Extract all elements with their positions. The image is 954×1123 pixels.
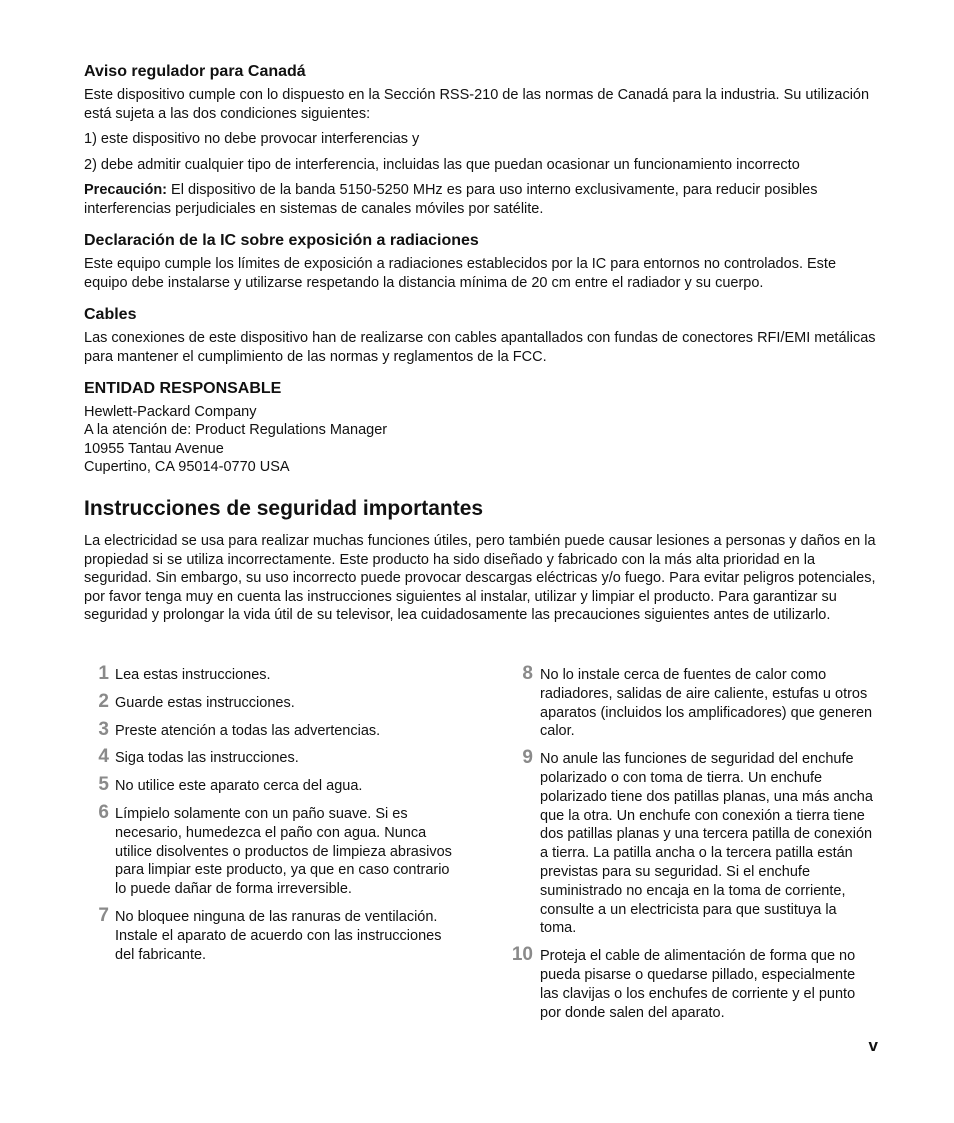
item-text: No utilice este aparato cerca del agua.: [115, 778, 363, 795]
list-item: [508, 663, 876, 741]
list-item: [84, 690, 464, 713]
caution-text: El dispositivo de la banda 5150-5250 MHz es para uso interno exclusivamente, para reducir posibles interferencias perjudiciales en sistemas de canales móviles por satélite.: [84, 182, 818, 217]
address-line: A la atención de: Product Regulations Manager: [84, 422, 388, 439]
item-text: Preste atención a todas las advertencias.: [115, 722, 381, 739]
list-item: [84, 663, 464, 685]
item-number: 4: [98, 746, 109, 768]
item-text: Lea estas instrucciones.: [115, 667, 271, 683]
canada-condition-1: 1) este dispositivo no debe provocar interferencias y: [84, 131, 420, 147]
list-item: [84, 718, 464, 741]
item-number: 10: [511, 944, 533, 966]
main-content: [84, 62, 876, 625]
item-number: 7: [98, 904, 109, 926]
item-number: 6: [98, 801, 109, 823]
cables-text: Las conexiones de este dispositivo han de realizarse con cables apantallados con fundas de conectores RFI/EMI metálicas para mantener el cumplimiento de las normas y reglamentos de la FCC.: [84, 330, 876, 365]
canada-notice-text: Este dispositivo cumple con lo dispuesto en la Sección RSS-210 de las normas de Canadá para la industria. Su utilización está sujeta a las dos condiciones siguientes:: [84, 87, 870, 122]
safety-list-left-column: [84, 663, 464, 973]
address-line: Cupertino, CA 95014-0770 USA: [84, 458, 290, 475]
item-number: 2: [98, 690, 109, 712]
address-line: Hewlett-Packard Company: [84, 404, 257, 420]
list-item: [508, 747, 876, 938]
caution-paragraph: [84, 181, 876, 218]
item-text: No bloquee ninguna de las ranuras de ventilación. Instale el aparato de acuerdo con las instrucciones del fabricante.: [115, 908, 442, 963]
list-item: [84, 746, 464, 768]
item-number: 3: [98, 718, 109, 740]
responsible-entity-heading: ENTIDAD RESPONSABLE: [84, 380, 282, 397]
caution-label: Precaución:: [84, 182, 167, 198]
cables-heading: Cables: [84, 306, 137, 323]
ic-text: Este equipo cumple los límites de exposición a radiaciones establecidos por la IC para entornos no controlados. Este equipo debe instalarse y utilizarse respetando la distancia mínima de 20 cm entre el radiador y su cuerpo.: [84, 256, 837, 291]
list-item: [84, 801, 464, 899]
item-number: 9: [522, 747, 533, 769]
canada-condition-2: 2) debe admitir cualquier tipo de interferencia, incluidas las que puedan ocasionar un funcionamiento incorrecto: [84, 156, 800, 173]
page-number: v: [868, 1036, 878, 1055]
safety-heading: Instrucciones de seguridad importantes: [84, 497, 484, 521]
ic-heading: Declaración de la IC sobre exposición a radiaciones: [84, 232, 479, 249]
item-text: Guarde estas instrucciones.: [115, 694, 295, 711]
item-text: No lo instale cerca de fuentes de calor como radiadores, salidas de aire caliente, estufas u otros aparatos (incluidos los amplificadores) que generen calor.: [540, 667, 873, 740]
item-number: 5: [98, 774, 109, 796]
safety-intro: La electricidad se usa para realizar muchas funciones útiles, pero también puede causar lesiones a personas y daños en la propiedad si se utiliza incorrectamente. Este producto ha sido diseñado y fabricado con la más alta prioridad en la seguridad. Sin embargo, su uso incorrecto puede provocar descargas eléctricas y/o fuego. Para evitar peligros potenciales, por favor tenga muy en cuenta las instrucciones siguientes al instalar, utilizar y limpiar el producto. Para garantizar su seguridad y prolongar la vida útil de su televisor, lea cuidadosamente las precauciones siguientes antes de utilizarlo.: [84, 533, 876, 624]
list-item: [508, 944, 876, 1022]
item-text: No anule las funciones de seguridad del enchufe polarizado o con toma de tierra. Un enchufe polarizado tiene dos patillas planas, una más ancha que la otra. Un enchufe con conexión a tierra tiene dos patillas planas y una tercera patilla de conexión a tierra. La patilla ancha o la tercera patilla están previstas para su seguridad. Si el enchufe suministrado no encaja en la toma de corriente, consulte a un electricista para que sustituya la toma.: [540, 751, 873, 937]
item-number: 8: [522, 663, 533, 684]
safety-list-right-column: [508, 663, 876, 1031]
item-text: Siga todas las instrucciones.: [115, 750, 299, 767]
list-item: [84, 904, 464, 964]
item-number: 1: [98, 663, 109, 684]
list-item: [84, 774, 464, 796]
canada-notice-heading: Aviso regulador para Canadá: [84, 63, 306, 80]
address-line: 10955 Tantau Avenue: [84, 440, 224, 457]
item-text: Proteja el cable de alimentación de forma que no pueda pisarse o quedarse pillado, especialmente las clavijas o los enchufes de corriente y el punto por donde salen del aparato.: [540, 948, 856, 1021]
item-text: Límpielo solamente con un paño suave. Si es necesario, humedezca el paño con agua. Nunca utilice disolventes o productos de limpieza abrasivos para limpiar este producto, ya que en caso contrario lo puede dañar de forma irreversible.: [115, 805, 452, 898]
